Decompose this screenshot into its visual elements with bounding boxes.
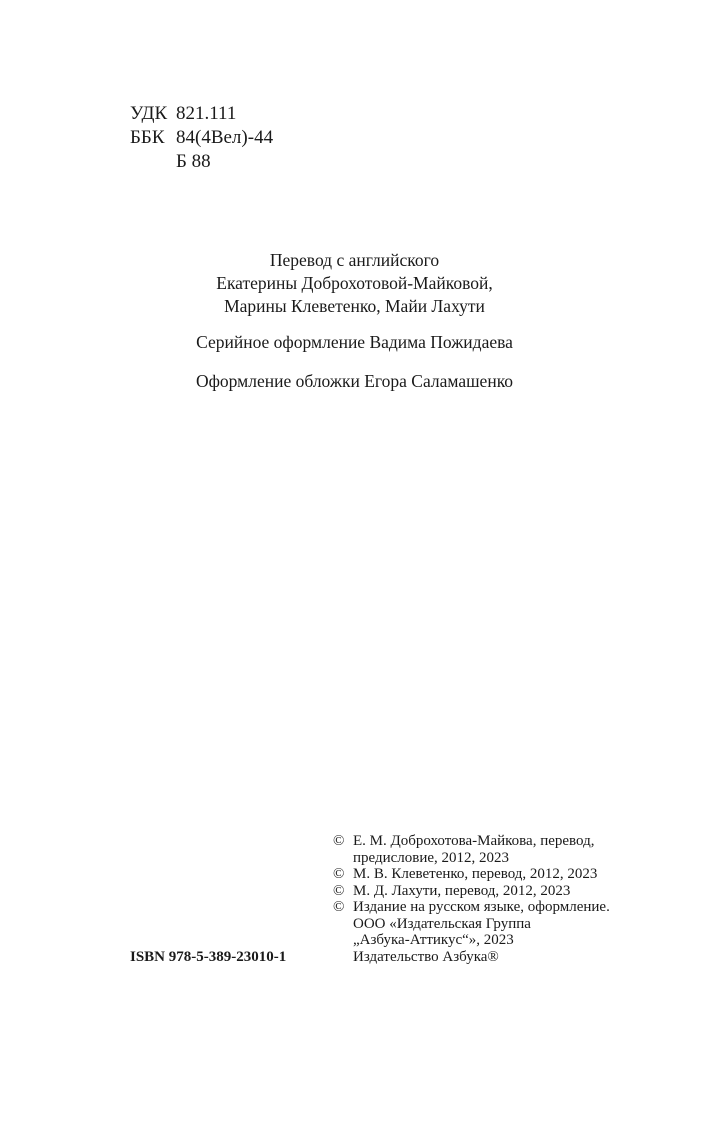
- author-mark: Б 88: [176, 151, 211, 172]
- udk-row: [130, 102, 273, 126]
- translators-credit: [0, 249, 709, 318]
- bbk-label: ББК: [130, 127, 165, 148]
- cover-design-credit: Оформление обложки Егора Саламашенко: [195, 371, 514, 391]
- translators-line: Екатерины Доброхотовой-Майковой,: [216, 273, 493, 293]
- copyright-item: [333, 833, 610, 866]
- copyright-symbol: ©: [333, 882, 345, 899]
- copyright-line: „Азбука-Аттикус“», 2023: [353, 932, 514, 948]
- copyright-line: предисловие, 2012, 2023: [353, 849, 510, 866]
- copyright-line: Е. М. Доброхотова-Майкова, перевод,: [353, 833, 595, 849]
- copyright-symbol: ©: [333, 899, 345, 915]
- library-classification: [130, 102, 273, 174]
- isbn: ISBN 978-5-389-23010-1: [130, 949, 287, 965]
- copyright-item: [333, 866, 610, 883]
- copyright-block: [333, 833, 610, 965]
- udk-value: 821.111: [176, 103, 237, 124]
- series-design-credit: Серийное оформление Вадима Пожидаева: [196, 332, 513, 352]
- copyright-symbol: ©: [333, 866, 345, 882]
- bbk-value: 84(4Вел)-44: [176, 127, 274, 148]
- copyright-symbol: ©: [333, 833, 345, 849]
- copyright-item: [333, 883, 610, 900]
- copyright-line: М. Д. Лахути, перевод, 2012, 2023: [353, 882, 571, 899]
- translators-line: Перевод с английского: [269, 250, 440, 270]
- copyright-line: Издание на русском языке, оформление.: [353, 899, 610, 915]
- udk-label: УДК: [130, 103, 168, 124]
- copyright-line: Издательство Азбука®: [353, 948, 499, 965]
- copyright-line: ООО «Издательская Группа: [353, 915, 531, 932]
- author-mark-row: [130, 150, 273, 174]
- copyright-line: М. В. Клеветенко, перевод, 2012, 2023: [353, 866, 598, 882]
- bbk-row: [130, 126, 273, 150]
- copyright-item: [333, 899, 610, 965]
- translators-line: Марины Клеветенко, Майи Лахути: [224, 296, 485, 316]
